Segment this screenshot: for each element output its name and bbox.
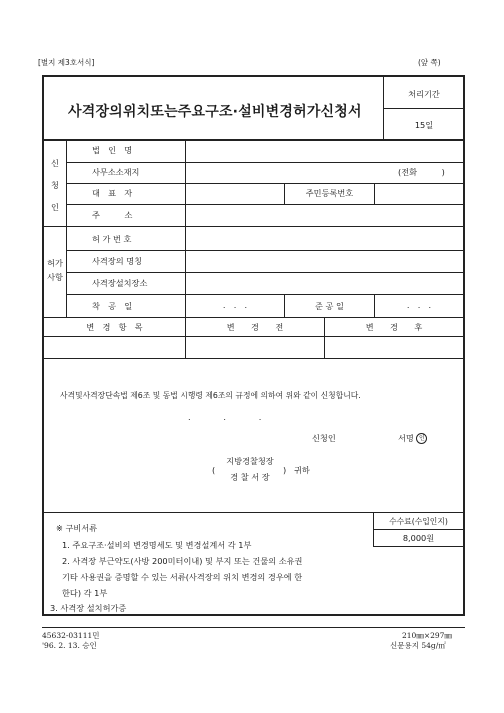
processing-value: 15일 [414,120,434,130]
form-title: 사격장의위치또는주요구조·설비변경허가신청서 [68,104,362,120]
frame-left [42,75,44,616]
document-item-3: 3. 사격장 설치허가증 [50,603,127,613]
row-permit-no-label: 허 가 번 호 [92,234,132,244]
signature-field[interactable] [398,433,427,444]
section-divider-2 [43,317,464,318]
permit-label-2: 사항 [47,272,63,282]
recipient-bracket-close: ) [283,465,287,475]
fee-label: 수수료(수입인지) [389,517,448,526]
permit-label-1: 허가 [47,258,63,268]
documents-title: ※ 구비서류 [56,523,98,533]
processing-label: 처리기간 [408,89,440,99]
applicant-sign-label: 신청인 [312,433,336,443]
frame-top [42,75,465,77]
after-change-header: 변 경 후 [365,322,423,332]
date-dots: . . . [188,412,262,422]
section-divider-3 [43,358,464,359]
recipient-suffix: 귀하 [294,465,310,475]
fee-value: 8,000원 [402,533,435,543]
id-number-label: 주민등록번호 [305,188,354,198]
frame-bottom [42,614,465,616]
row-range-name-label: 사격장의 명칭 [92,256,143,266]
applicant-label-2: 청 [51,180,59,190]
completion-date-value[interactable]: . . . [406,300,432,310]
row-rep-label: 대 표 자 [92,188,133,198]
footer-code: 45632-03111민 [42,631,100,640]
form-number: [별지 제3호서식] [38,58,95,67]
footer-rule [42,627,465,628]
recipient-line-2: 경 찰 서 장 [230,472,270,482]
document-item-2-cont: 기타 사용권을 증명할 수 있는 서류(사격장의 위치 변경의 경우에 한 [62,572,303,582]
start-date-value[interactable]: . . . [222,300,248,310]
document-item-2: 2. 사격장 부근약도(사방 200미터이내) 및 부지 또는 건물의 소유권 [62,556,303,566]
title-bottom [42,139,465,141]
footer-paper: 신문용지 54g/㎡ [390,641,446,650]
page-side: (앞 쪽) [418,58,441,67]
seal-mark: 인 [416,433,427,444]
change-item-header: 변 경 항 목 [86,322,143,332]
before-change-header: 변 경 전 [226,322,284,332]
row-start-date-label: 착 공 일 [92,301,133,311]
footer-approval: '96. 2. 13. 승인 [42,641,97,650]
recipient-bracket-open: ( [212,465,216,475]
applicant-label-3: 인 [51,202,59,212]
row-corp-name-label: 법 인 명 [92,145,133,155]
completion-label: 준 공 일 [315,301,344,311]
footer-size: 210㎜×297㎜ [402,631,452,640]
section-divider-4 [43,512,464,513]
signature-label: 서명 [398,433,414,443]
application-statement: 사격및사격장단속법 제6조 및 동법 시행령 제6조의 규정에 의하여 위와 같이 신청합니다. [60,391,361,400]
phone-field[interactable]: (전화 ) [398,167,445,177]
row-office-label: 사무소소재지 [92,167,140,177]
recipient-line-1: 지방경찰청장 [226,456,274,466]
processing-mid [383,108,464,109]
document-item-1: 1. 주요구조·설비의 변경명세도 및 변경설계서 각 1부 [62,540,252,550]
row-location-label: 사격장설치장소 [92,278,148,288]
frame-right [463,75,465,616]
document-item-2-end: 한다) 각 1부 [62,588,108,598]
applicant-label-1: 신 [51,158,59,168]
row-address-label: 주 소 [92,210,133,220]
section-divider-1 [43,226,464,227]
group-divider [66,140,67,317]
